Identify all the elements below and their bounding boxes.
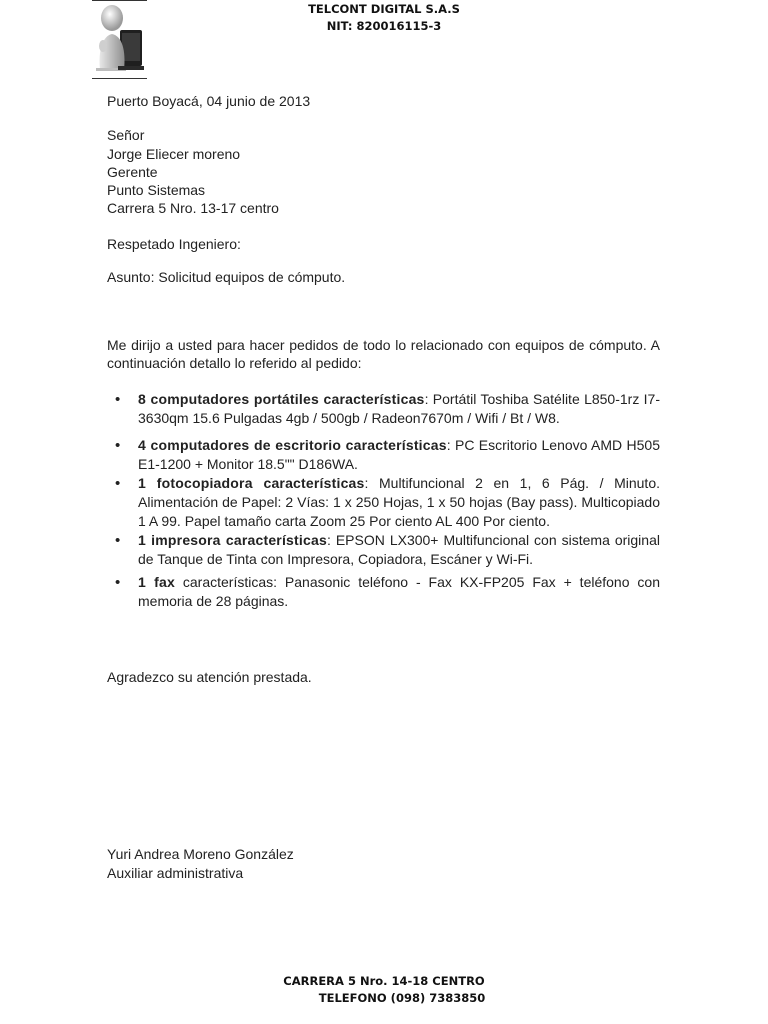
order-item-title: 8 computadores portátiles características [138,391,425,407]
order-item-detail: : Portátil Toshiba Satélite L850-1rz I7-3630qm 15.6 Pulgadas 4gb / 500gb / Radeon7670m / Wifi / Bt / W8. [138,391,660,426]
order-item [107,436,660,474]
intro-paragraph: Me dirijo a usted para hacer pedidos de todo lo relacionado con equipos de cómputo. A continuación detallo lo referido al pedido: [107,337,660,371]
greeting: Respetado Ingeniero: [107,236,241,252]
recipient-address: Carrera 5 Nro. 13-17 centro [107,200,279,216]
order-item-detail: : EPSON LX300+ Multifuncional con sistema original de Tanque de Tinta con Impresora, Copiadora, Escáner y Wi-Fi. [138,532,660,567]
subject-line: Asunto: Solicitud equipos de cómputo. [107,269,346,285]
order-item-title: 1 fotocopiadora características [138,475,365,491]
order-item-detail: características: Panasonic teléfono - Fax KX-FP205 Fax + teléfono con memoria de 28 páginas. [138,574,660,609]
recipient-role: Gerente [107,164,158,180]
order-item [107,573,660,611]
order-item-title: 1 impresora características [138,532,327,548]
date-line: Puerto Boyacá, 04 junio de 2013 [107,93,311,109]
order-item-title: 1 fax [138,574,175,590]
order-item-detail: : Multifuncional 2 en 1, 6 Pág. / Minuto. Alimentación de Papel: 2 Vías: 1 x 250 Hojas, 1 x 50 hojas (Bay pass). Multicopiado 1 A 99. Papel tamaño carta Zoom 25 Por ciento AL 400 Por ciento. [138,475,660,529]
closing-line: Agradezco su atención prestada. [107,669,312,685]
footer-phone: TELEFONO (098) 7383850 [318,991,486,1005]
order-item [107,531,660,569]
order-list [107,390,660,611]
recipient-name: Jorge Eliecer moreno [107,146,241,162]
order-item-title: 4 computadores de escritorio características [138,437,447,453]
company-name: TELCONT DIGITAL S.A.S [308,2,460,16]
order-item [107,390,660,428]
company-nit: NIT: 820016115-3 [326,19,442,33]
order-item [107,474,660,531]
signer-name: Yuri Andrea Moreno González [107,846,294,862]
recipient-company: Punto Sistemas [107,182,206,198]
salutation-title: Señor [107,127,145,143]
logo-top-rule [92,0,147,1]
footer-address: CARRERA 5 Nro. 14-18 CENTRO [283,974,485,988]
signer-role: Auxiliar administrativa [107,865,244,881]
order-item-detail: : PC Escritorio Lenovo AMD H505 E1-1200 + Monitor 18.5"" D186WA. [138,437,660,472]
